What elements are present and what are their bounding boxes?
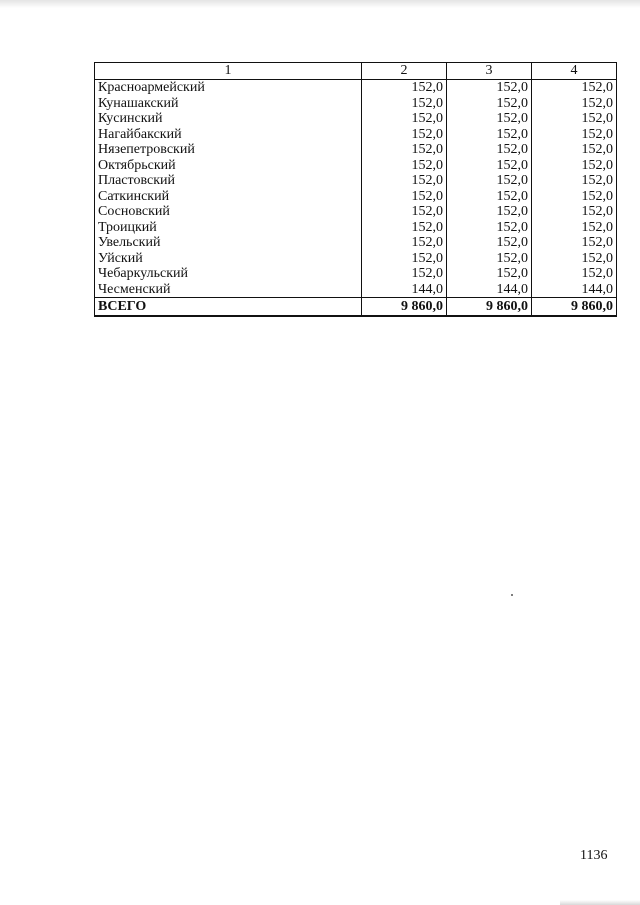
value-col-2: 152,0 [362, 235, 447, 251]
value-col-4: 152,0 [532, 220, 617, 236]
district-name: Красноармейский [95, 80, 362, 96]
district-name: Увельский [95, 235, 362, 251]
table-row [95, 142, 617, 158]
value-col-2: 152,0 [362, 80, 447, 96]
allocation-table [94, 62, 617, 317]
value-col-2: 152,0 [362, 111, 447, 127]
value-col-2: 152,0 [362, 142, 447, 158]
table-row [95, 235, 617, 251]
value-col-4: 152,0 [532, 127, 617, 143]
column-number-row [95, 63, 617, 80]
value-col-4: 152,0 [532, 158, 617, 174]
total-col-2: 9 860,0 [362, 298, 447, 317]
table-row [95, 158, 617, 174]
table-row [95, 220, 617, 236]
value-col-4: 152,0 [532, 173, 617, 189]
district-name: Чесменский [95, 282, 362, 298]
district-name: Кусинский [95, 111, 362, 127]
district-name: Октябрьский [95, 158, 362, 174]
table-row [95, 127, 617, 143]
value-col-3: 152,0 [447, 189, 532, 205]
district-name: Сосновский [95, 204, 362, 220]
district-name: Саткинский [95, 189, 362, 205]
table-row [95, 266, 617, 282]
value-col-4: 152,0 [532, 111, 617, 127]
value-col-3: 152,0 [447, 173, 532, 189]
table-row [95, 96, 617, 112]
district-name: Пластовский [95, 173, 362, 189]
column-header-2: 2 [362, 63, 447, 80]
column-header-4: 4 [532, 63, 617, 80]
scan-speck [511, 594, 513, 596]
value-col-3: 152,0 [447, 266, 532, 282]
value-col-2: 152,0 [362, 158, 447, 174]
value-col-2: 152,0 [362, 220, 447, 236]
column-header-3: 3 [447, 63, 532, 80]
total-row [95, 298, 617, 317]
table-row [95, 80, 617, 96]
value-col-2: 152,0 [362, 189, 447, 205]
district-name: Чебаркульский [95, 266, 362, 282]
value-col-3: 152,0 [447, 80, 532, 96]
district-name: Уйский [95, 251, 362, 267]
district-name: Нагайбакский [95, 127, 362, 143]
value-col-3: 152,0 [447, 127, 532, 143]
table-row [95, 204, 617, 220]
value-col-2: 152,0 [362, 127, 447, 143]
value-col-2: 152,0 [362, 251, 447, 267]
value-col-3: 152,0 [447, 204, 532, 220]
scan-top-shadow [0, 0, 640, 8]
district-name: Кунашакский [95, 96, 362, 112]
value-col-4: 144,0 [532, 282, 617, 298]
value-col-4: 152,0 [532, 266, 617, 282]
table-row [95, 173, 617, 189]
table-row [95, 251, 617, 267]
value-col-4: 152,0 [532, 189, 617, 205]
value-col-2: 152,0 [362, 266, 447, 282]
total-col-4: 9 860,0 [532, 298, 617, 317]
value-col-3: 152,0 [447, 158, 532, 174]
scan-bottom-shadow [560, 900, 640, 905]
value-col-2: 152,0 [362, 96, 447, 112]
total-label: ВСЕГО [95, 298, 362, 317]
table-body [95, 63, 617, 317]
value-col-4: 152,0 [532, 235, 617, 251]
table-row [95, 282, 617, 298]
total-col-3: 9 860,0 [447, 298, 532, 317]
value-col-2: 144,0 [362, 282, 447, 298]
value-col-3: 144,0 [447, 282, 532, 298]
district-name: Троицкий [95, 220, 362, 236]
value-col-4: 152,0 [532, 204, 617, 220]
value-col-3: 152,0 [447, 96, 532, 112]
value-col-4: 152,0 [532, 80, 617, 96]
value-col-3: 152,0 [447, 220, 532, 236]
table-row [95, 189, 617, 205]
value-col-2: 152,0 [362, 204, 447, 220]
table-row [95, 111, 617, 127]
value-col-3: 152,0 [447, 142, 532, 158]
value-col-3: 152,0 [447, 251, 532, 267]
value-col-4: 152,0 [532, 142, 617, 158]
value-col-4: 152,0 [532, 96, 617, 112]
district-name: Нязепетровский [95, 142, 362, 158]
value-col-3: 152,0 [447, 235, 532, 251]
value-col-3: 152,0 [447, 111, 532, 127]
value-col-2: 152,0 [362, 173, 447, 189]
column-header-1: 1 [95, 63, 362, 80]
value-col-4: 152,0 [532, 251, 617, 267]
page-number: 1136 [580, 848, 608, 863]
